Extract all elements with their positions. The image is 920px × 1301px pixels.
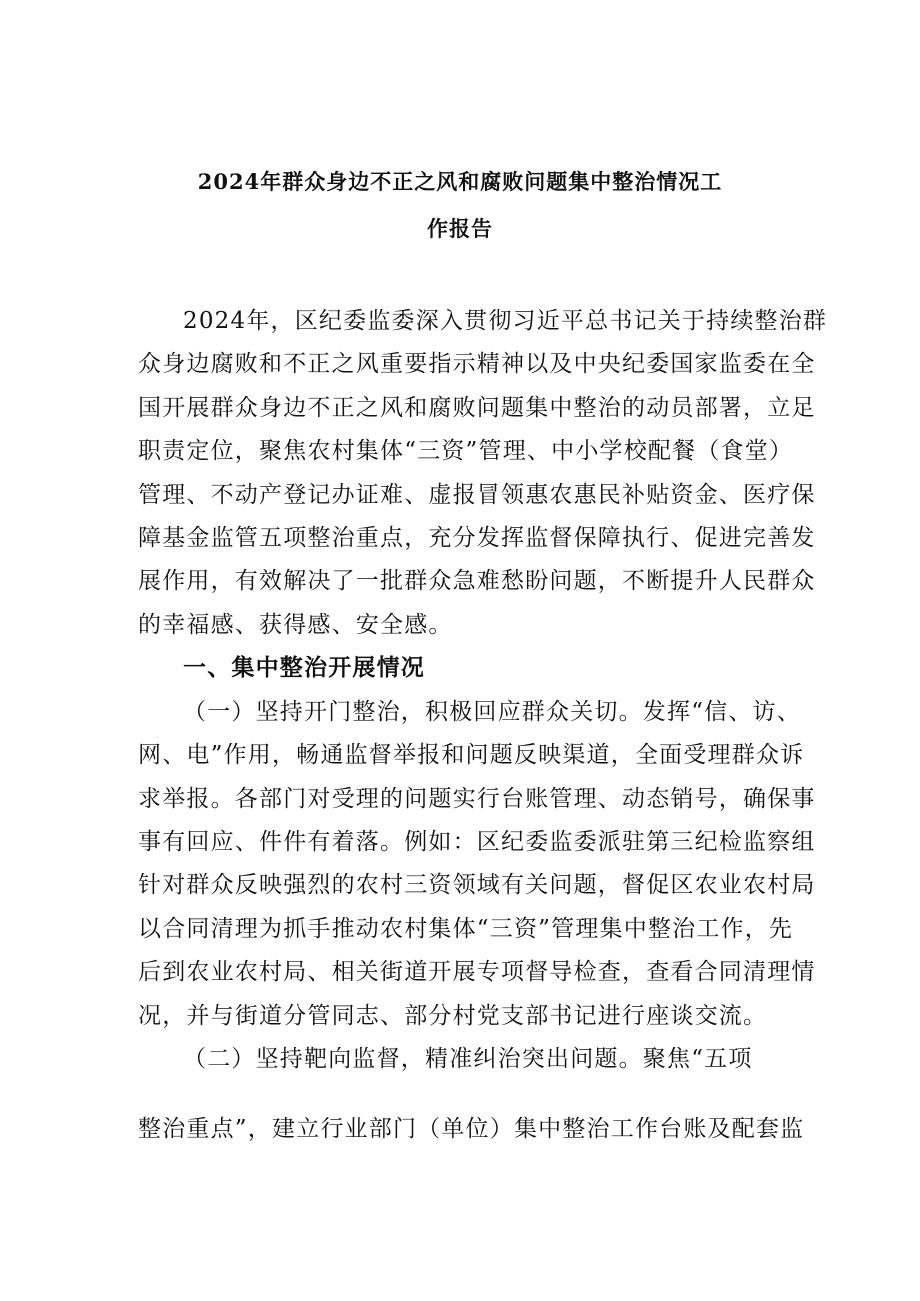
body-line: 事有回应、件件有着落。例如：区纪委监委派驻第三纪检监察组 <box>138 829 816 855</box>
body-line: 况，并与街道分管同志、部分村党支部书记进行座谈交流。 <box>138 1003 768 1029</box>
body-line: 众身边腐败和不正之风重要指示精神以及中央纪委国家监委在全 <box>138 351 816 377</box>
section-heading: 一、集中整治开展情况 <box>183 654 425 681</box>
body-line: 网、电”作用，畅通监督举报和问题反映渠道，全面受理群众诉 <box>138 742 805 768</box>
body-line: 职责定位，聚焦农村集体“三资”管理、中小学校配餐（食堂） <box>138 438 794 464</box>
body-line: 国开展群众身边不正之风和腐败问题集中整治的动员部署，立足 <box>138 395 816 421</box>
body-line: 管理、不动产登记办证难、虚报冒领惠农惠民补贴资金、医疗保 <box>138 482 816 508</box>
document-title-line-1: 2024年群众身边不正之风和腐败问题集中整治情况工 <box>197 169 723 194</box>
body-line: （一）坚持开门整治，积极回应群众关切。发挥“信、访、 <box>183 699 801 725</box>
body-line: 以合同清理为抓手推动农村集体“三资”管理集中整治工作，先 <box>138 916 794 942</box>
body-line: 后到农业农村局、相关街道开展专项督导检查，查看合同清理情 <box>138 959 816 985</box>
body-line: 求举报。各部门对受理的问题实行台账管理、动态销号，确保事 <box>138 786 816 812</box>
body-line: 展作用，有效解决了一批群众急难愁盼问题，不断提升人民群众 <box>138 568 816 594</box>
body-line: 的幸福感、获得感、安全感。 <box>138 612 453 638</box>
document-title-line-2: 作报告 <box>427 216 493 241</box>
body-line: 整治重点”，建立行业部门（单位）集中整治工作台账及配套监 <box>138 1116 805 1142</box>
body-line: 针对群众反映强烈的农村三资领域有关问题，督促区农业农村局 <box>138 872 816 898</box>
body-line: 2024年，区纪委监委深入贯彻习近平总书记关于持续整治群 <box>183 308 828 334</box>
body-line: （二）坚持靶向监督，精准纠治突出问题。聚焦“五项 <box>183 1046 753 1072</box>
body-line: 障基金监管五项整治重点，充分发挥监督保障执行、促进完善发 <box>138 525 816 551</box>
